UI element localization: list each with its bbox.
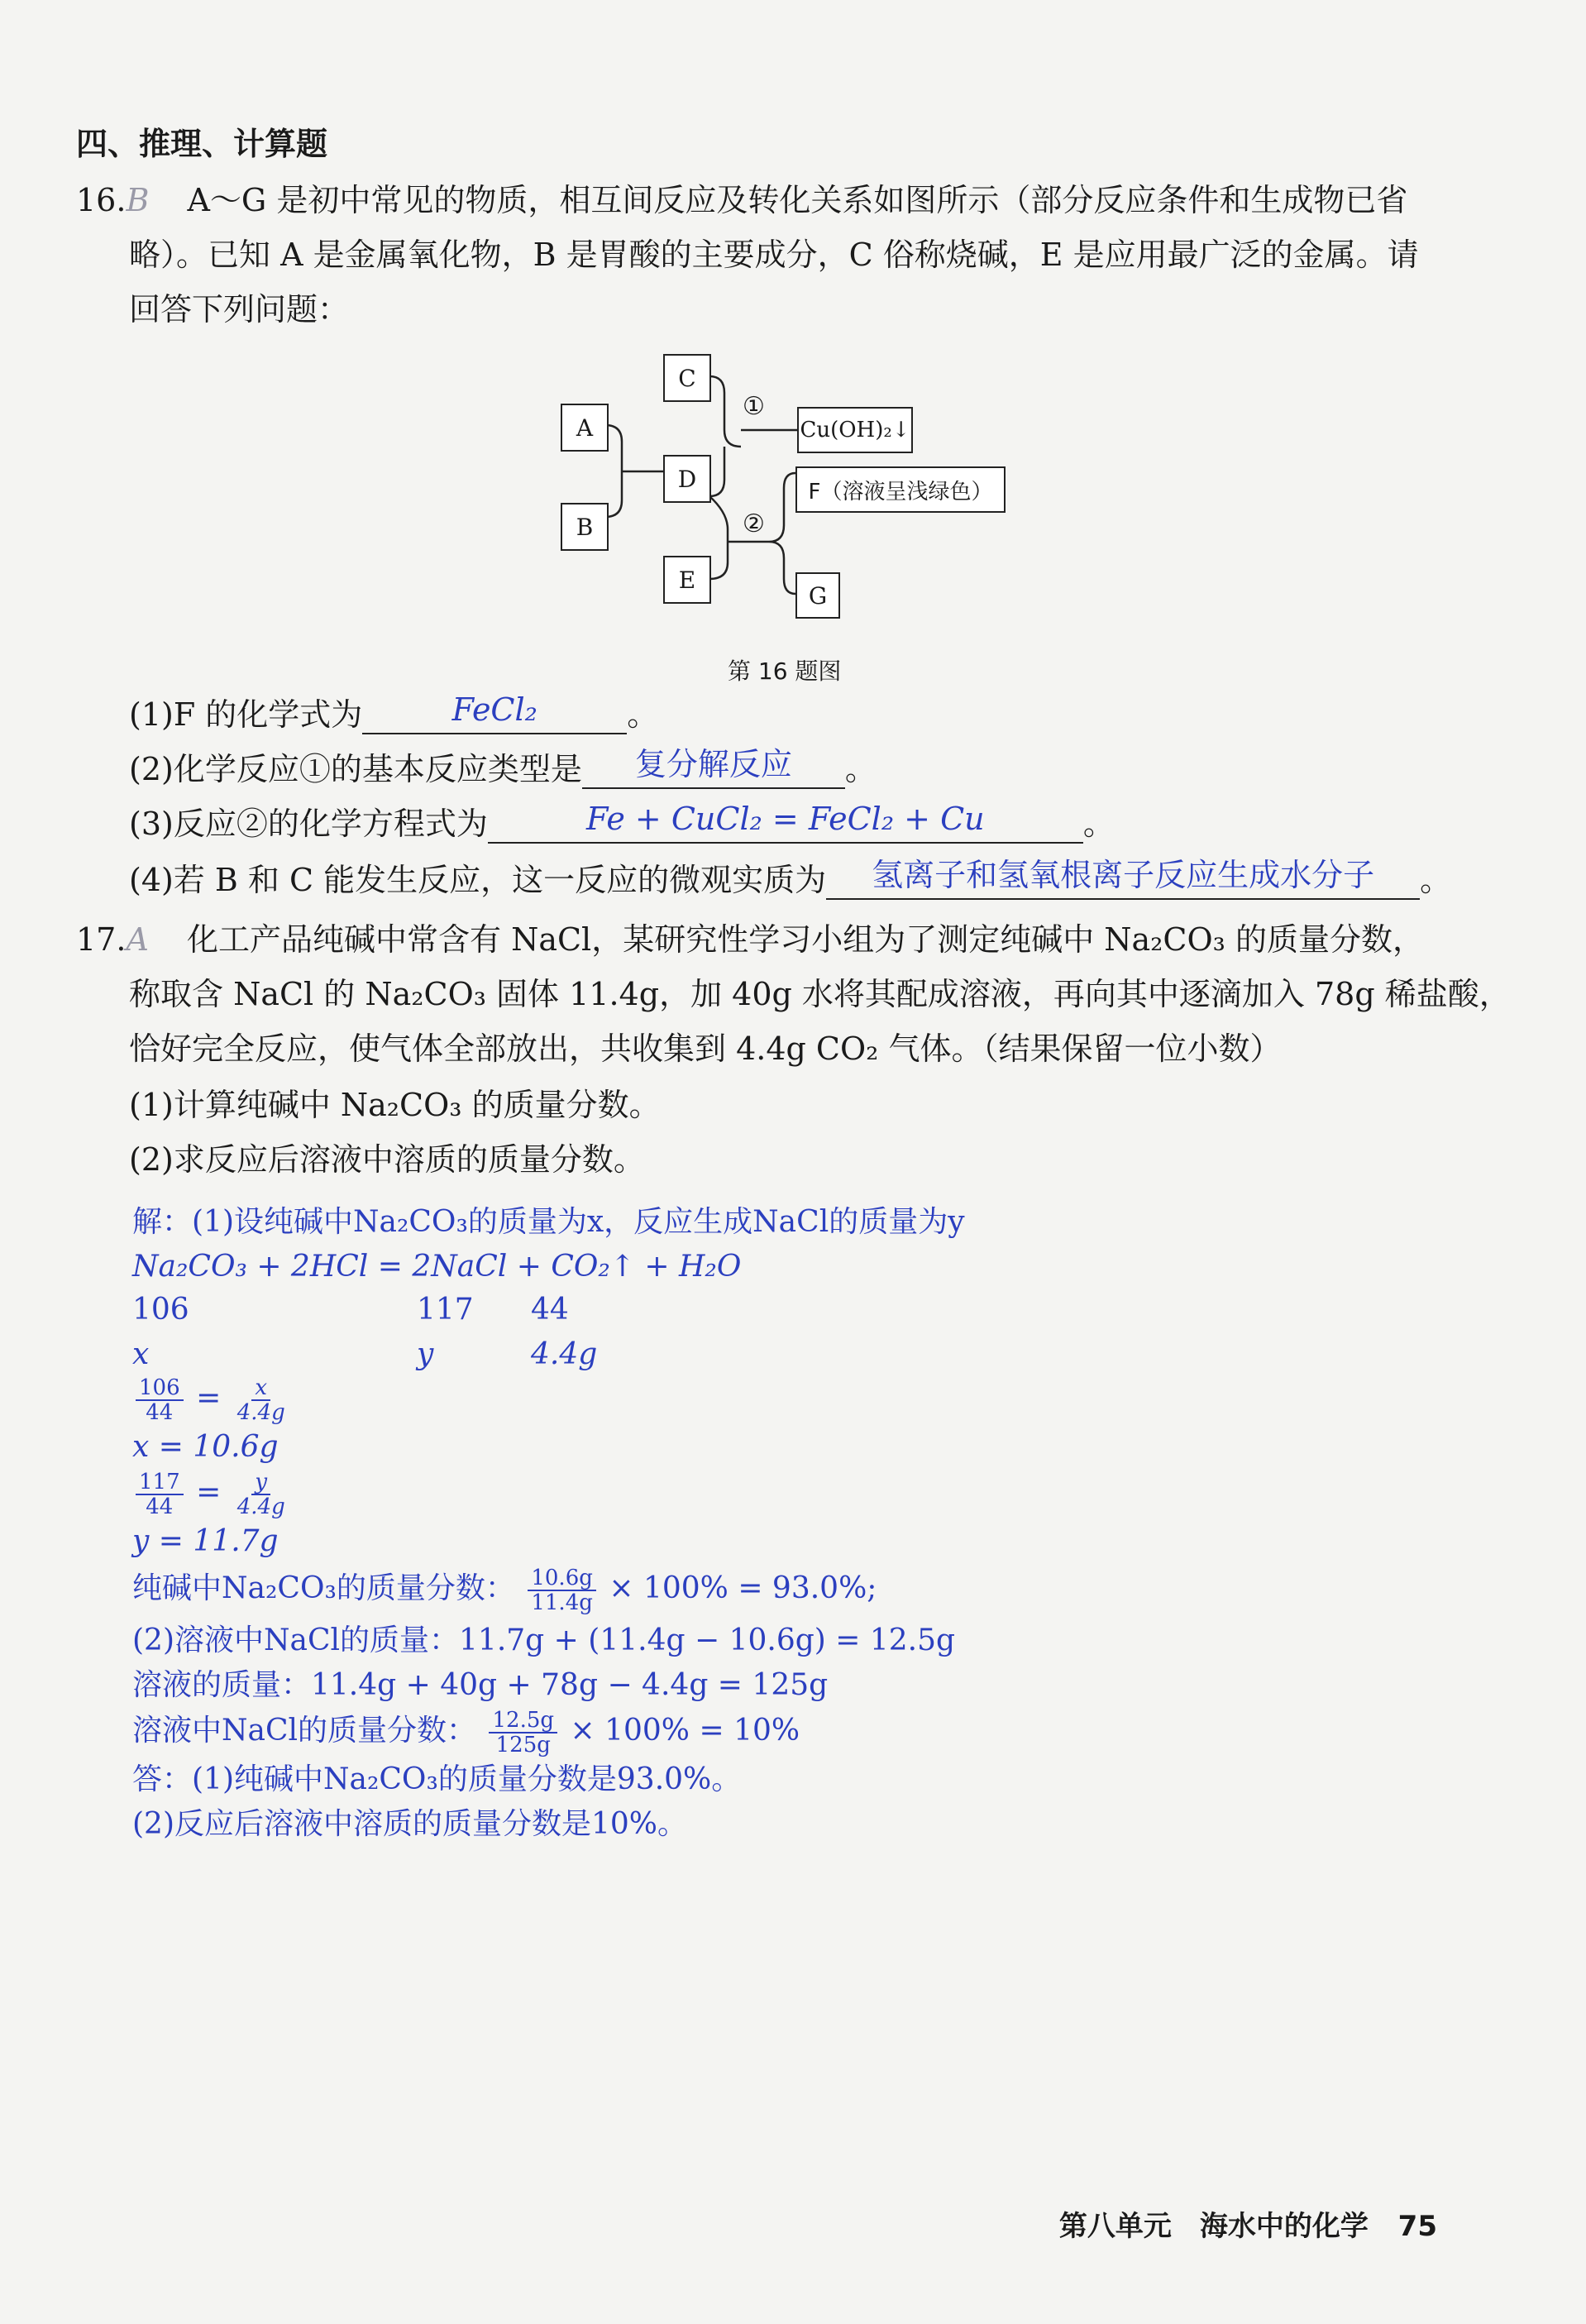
node-a: A: [561, 404, 609, 452]
q17-sub1: (1)计算纯碱中 Na₂CO₃ 的质量分数。: [129, 1087, 661, 1123]
var-x: x: [132, 1337, 150, 1371]
solution-masses: [132, 1292, 569, 1328]
q16-sub4-blank: [826, 857, 1420, 900]
node-f: F（溶液呈浅绿色）: [795, 466, 1006, 513]
percent-nacl: [132, 1709, 800, 1757]
node-c: C: [663, 354, 711, 402]
ratio2-eq: =: [196, 1475, 222, 1509]
ratio1-right-num: x: [251, 1376, 270, 1401]
nacl-mass: (2)溶液中NaCl的质量：11.7g + (11.4g − 10.6g) = 12.5g: [132, 1623, 956, 1657]
diagram-caption: 第 16 题图: [728, 658, 842, 685]
q16-sub3-blank: [488, 801, 1083, 844]
pct1-num: 10.6g: [528, 1566, 596, 1591]
mass-nacl: 117: [417, 1293, 474, 1327]
q16-grade-mark: B: [126, 182, 150, 218]
var-y: y: [417, 1337, 434, 1371]
solution-mass: 溶液的质量：11.4g + 40g + 78g − 4.4g = 125g: [132, 1668, 829, 1702]
diagram-connectors: [0, 0, 1586, 662]
q16-sub3: [129, 801, 1115, 844]
reaction-label-1: ①: [743, 392, 765, 421]
ratio2-right: [234, 1470, 289, 1518]
ratio1-left-den: 44: [146, 1400, 174, 1425]
q16-sub4-end: 。: [1420, 862, 1452, 898]
node-b: B: [561, 503, 609, 551]
q16-sub2-blank: [582, 746, 845, 789]
brace-c-d: [709, 376, 741, 496]
q16-sub2-answer: 复分解反应: [634, 746, 792, 782]
q16-sub1-blank: [362, 691, 627, 734]
reaction-label-2: ②: [743, 509, 765, 538]
pct2-den: 125g: [495, 1733, 551, 1757]
q16-sub1-answer: FeCl₂: [451, 691, 537, 728]
ratio1-right-den: 4.4g: [236, 1400, 285, 1425]
pct1-fraction: [528, 1566, 596, 1614]
q16-sub3-answer: Fe + CuCl₂ = FeCl₂ + Cu: [586, 801, 985, 837]
page-number: 75: [1397, 2210, 1437, 2243]
q16-diagram: [0, 0, 1586, 662]
q16-sub2: [129, 746, 877, 789]
q16-sub4: [129, 857, 1452, 900]
pct1-suffix: × 100% = 93.0%;: [609, 1571, 877, 1605]
pct1-den: 11.4g: [531, 1590, 593, 1615]
pct2-suffix: × 100% = 10%: [570, 1714, 800, 1748]
q16-sub3-end: 。: [1082, 806, 1115, 842]
q16-sub4-prefix: (4)若 B 和 C 能发生反应，这一反应的微观实质为: [129, 862, 827, 898]
page-footer: [1059, 2203, 1437, 2244]
q16-sub2-prefix: (2)化学反应①的基本反应类型是: [129, 751, 582, 787]
ratio2-left: [136, 1470, 184, 1518]
ratio-2: [132, 1470, 292, 1518]
y-result: y = 11.7g: [132, 1524, 279, 1558]
q16-sub1-prefix: (1)F 的化学式为: [129, 696, 363, 733]
mass-co2: 44: [531, 1293, 569, 1327]
x-result: x = 10.6g: [132, 1430, 279, 1464]
q16-line3: 回答下列问题：: [129, 291, 350, 328]
chapter-title: 第八单元 海水中的化学: [1058, 2210, 1369, 2243]
q16-sub1: [129, 691, 659, 734]
node-e: E: [663, 556, 711, 604]
solution-setup: 解：(1)设纯碱中Na₂CO₃的质量为x，反应生成NaCl的质量为y: [132, 1205, 965, 1239]
q16-number: 16.: [76, 182, 127, 218]
brace-ab: [605, 425, 663, 517]
q17-number: 17.: [76, 921, 127, 958]
q17-text1: 化工产品纯碱中常含有 NaCl，某研究性学习小组为了测定纯碱中 Na₂CO₃ 的质量分数，: [186, 921, 1424, 958]
q16-sub2-end: 。: [844, 751, 877, 787]
ratio2-right-num: y: [251, 1470, 270, 1495]
q17-line2: 称取含 NaCl 的 Na₂CO₃ 固体 11.4g，加 40g 水将其配成溶液，再向其中逐滴加入 78g 稀盐酸，: [129, 976, 1511, 1012]
q17-sub2: (2)求反应后溶液中溶质的质量分数。: [129, 1141, 645, 1178]
percent-na2co3: [132, 1566, 877, 1614]
section-title: 四、推理、计算题: [76, 126, 328, 162]
q17-line3: 恰好完全反应，使气体全部放出，共收集到 4.4g CO₂ 气体。（结果保留一位小数）: [129, 1030, 1282, 1067]
solution-equation: Na₂CO₃ + 2HCl = 2NaCl + CO₂↑ + H₂O: [132, 1250, 742, 1284]
pct2-fraction: [489, 1709, 557, 1757]
pct2-num: 12.5g: [489, 1709, 557, 1733]
answer-1: 答：(1)纯碱中Na₂CO₃的质量分数是93.0%。: [132, 1762, 742, 1796]
q16-sub1-end: 。: [627, 696, 659, 733]
ratio-1: [132, 1376, 292, 1424]
node-g: G: [795, 572, 840, 619]
ratio1-right: [234, 1376, 289, 1424]
var-co2-mass: 4.4g: [531, 1337, 598, 1371]
ratio2-left-den: 44: [146, 1494, 174, 1519]
q16-sub4-answer: 氢离子和氢氧根离子反应生成水分子: [872, 857, 1375, 893]
q16-text1: A～G 是初中常见的物质，相互间反应及转化关系如图所示（部分反应条件和生成物已省: [187, 182, 1408, 218]
ratio2-right-den: 4.4g: [236, 1494, 285, 1519]
q17-line1: [76, 920, 1424, 959]
q16-line2: 略）。已知 A 是金属氧化物，B 是胃酸的主要成分，C 俗称烧碱，E 是应用最广泛的金属。请: [129, 237, 1419, 273]
ratio1-left-num: 106: [136, 1376, 184, 1401]
ratio1-left: [136, 1376, 184, 1424]
ratio2-left-num: 117: [136, 1470, 184, 1495]
mass-na2co3: 106: [132, 1293, 189, 1327]
ratio1-eq: =: [196, 1381, 222, 1415]
pct1-prefix: 纯碱中Na₂CO₃的质量分数：: [132, 1571, 515, 1605]
pct2-prefix: 溶液中NaCl的质量分数：: [132, 1714, 477, 1748]
solution-vars: [132, 1337, 598, 1373]
node-cu-oh2: Cu(OH)₂↓: [797, 407, 913, 453]
q16-sub3-prefix: (3)反应②的化学方程式为: [129, 806, 488, 842]
brace-d-e: [709, 496, 728, 579]
q17-grade-mark: A: [126, 921, 149, 958]
node-d: D: [663, 455, 711, 503]
answer-2: (2)反应后溶液中溶质的质量分数是10%。: [132, 1807, 688, 1841]
